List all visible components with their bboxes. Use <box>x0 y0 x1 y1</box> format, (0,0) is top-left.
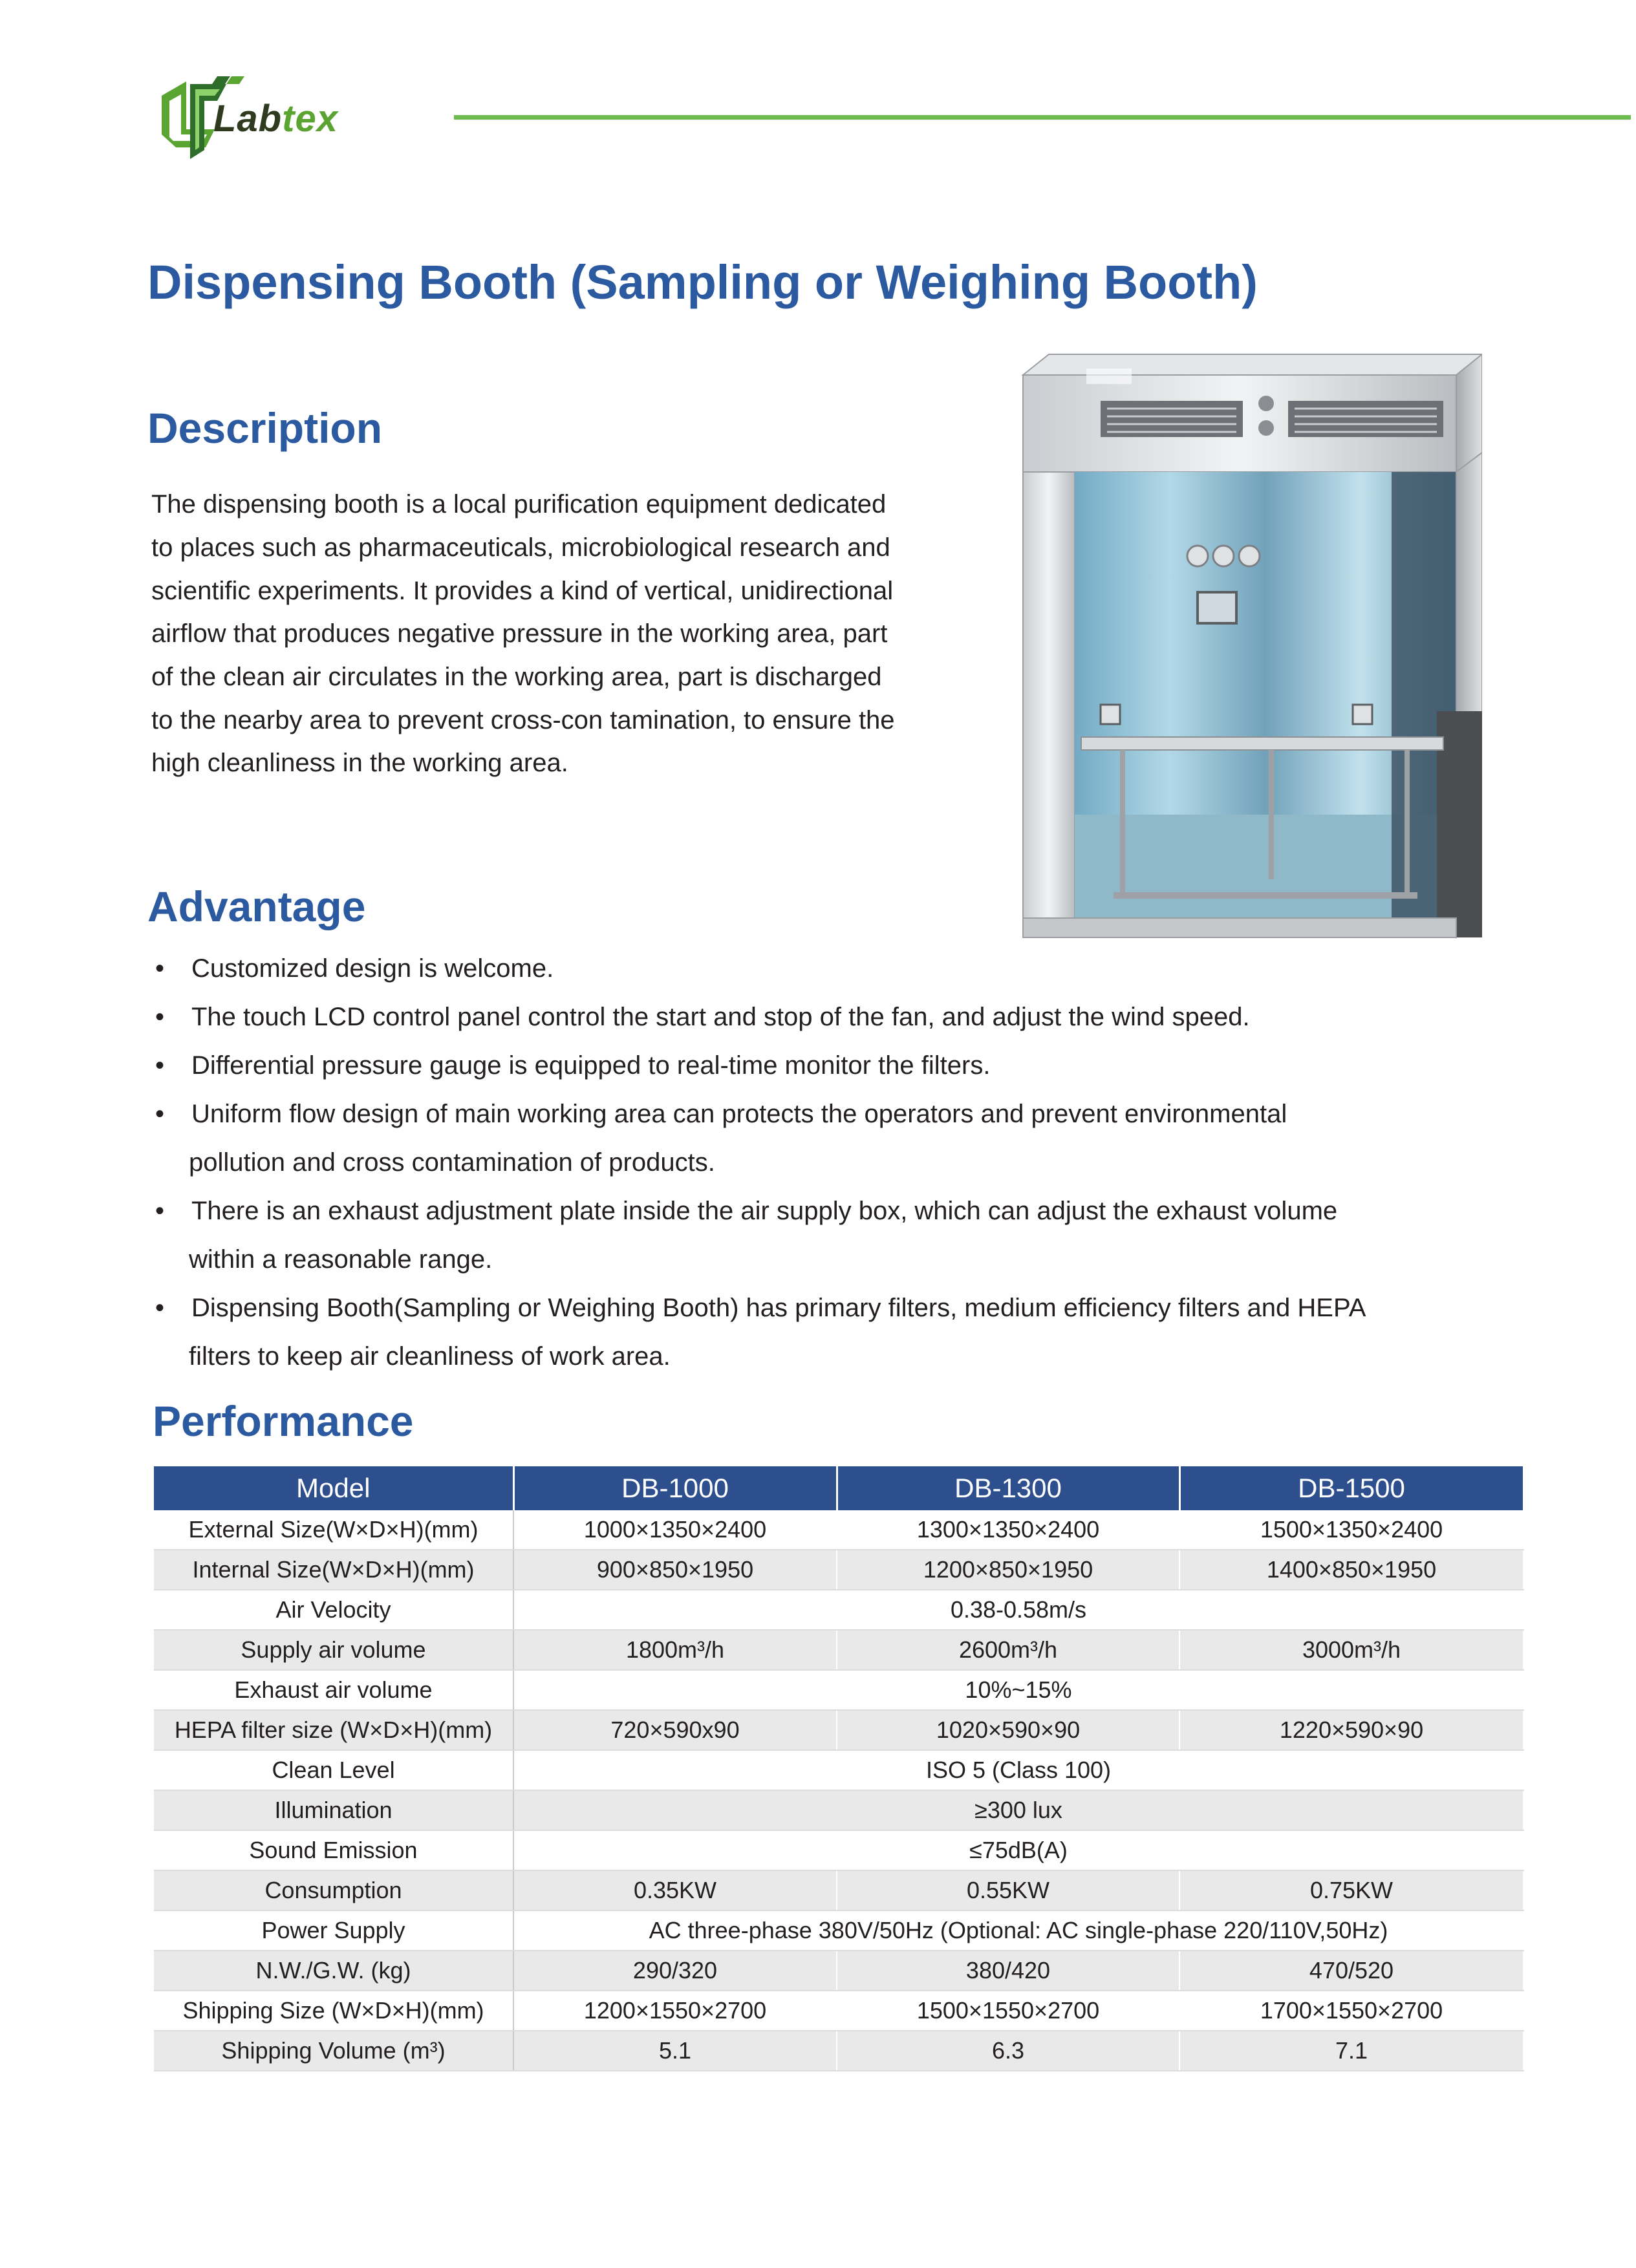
bullet: • <box>155 954 165 983</box>
table-cell-merged: AC three-phase 380V/50Hz (Optional: AC single-phase 220/110V,50Hz) <box>513 1910 1523 1951</box>
table-cell: 7.1 <box>1179 2031 1523 2071</box>
page-title: Dispensing Booth (Sampling or Weighing Booth) <box>147 255 1258 309</box>
table-cell: 0.75KW <box>1179 1870 1523 1910</box>
description-line: to places such as pharmaceuticals, microbiological research and <box>151 533 890 562</box>
row-label: Clean Level <box>154 1750 513 1790</box>
row-label: Shipping Size (W×D×H)(mm) <box>154 1991 513 2031</box>
table-cell: 1400×850×1950 <box>1179 1550 1523 1590</box>
table-cell: 1300×1350×2400 <box>837 1510 1179 1550</box>
logo-text-accent: tex <box>282 98 338 140</box>
bullet: • <box>155 1294 165 1322</box>
dispensing-booth-image <box>1004 349 1482 976</box>
table-row <box>154 1951 1523 1991</box>
header-rule <box>454 115 1631 120</box>
table-row <box>154 1510 1523 1550</box>
row-label: HEPA filter size (W×D×H)(mm) <box>154 1710 513 1750</box>
table-cell: 1500×1350×2400 <box>1179 1510 1523 1550</box>
table-cell: 1700×1550×2700 <box>1179 1991 1523 2031</box>
table-row <box>154 1670 1523 1710</box>
table-cell-merged: 0.38-0.58m/s <box>513 1590 1523 1630</box>
row-label: Shipping Volume (m³) <box>154 2031 513 2071</box>
advantage-item: Uniform flow design of main working area can protects the operators and prevent environmental <box>191 1100 1287 1128</box>
table-cell: 720×590x90 <box>513 1710 837 1750</box>
column-header: DB-1300 <box>837 1466 1179 1510</box>
row-label: Supply air volume <box>154 1630 513 1670</box>
table-cell: 1220×590×90 <box>1179 1710 1523 1750</box>
advantage-item: Customized design is welcome. <box>191 954 554 983</box>
performance-heading: Performance <box>153 1397 414 1445</box>
row-label: Exhaust air volume <box>154 1670 513 1710</box>
table-row <box>154 1991 1523 2031</box>
table-cell: 1020×590×90 <box>837 1710 1179 1750</box>
table-cell: 1200×850×1950 <box>837 1550 1179 1590</box>
table-cell: 290/320 <box>513 1951 837 1991</box>
row-label: Internal Size(W×D×H)(mm) <box>154 1550 513 1590</box>
column-header: DB-1500 <box>1179 1466 1523 1510</box>
table-cell: 470/520 <box>1179 1951 1523 1991</box>
table-cell: 1500×1550×2700 <box>837 1991 1179 2031</box>
table-row <box>154 1550 1523 1590</box>
performance-table <box>154 1466 1525 2071</box>
table-row <box>154 1710 1523 1750</box>
table-cell: 0.55KW <box>837 1870 1179 1910</box>
description-line: scientific experiments. It provides a kind of vertical, unidirectional <box>151 577 894 605</box>
row-label: Power Supply <box>154 1910 513 1951</box>
advantage-item: The touch LCD control panel control the start and stop of the fan, and adjust the wind speed. <box>191 1003 1250 1031</box>
table-header-row <box>154 1466 1523 1510</box>
row-label: Air Velocity <box>154 1590 513 1630</box>
table-cell: 1000×1350×2400 <box>513 1510 837 1550</box>
table-row <box>154 1870 1523 1910</box>
bullet: • <box>155 1100 165 1128</box>
description-line: high cleanliness in the working area. <box>151 749 568 777</box>
table-row <box>154 1910 1523 1951</box>
bullet: • <box>155 1051 165 1080</box>
table-row <box>154 1830 1523 1870</box>
table-cell: 5.1 <box>513 2031 837 2071</box>
table-cell: 6.3 <box>837 2031 1179 2071</box>
logo-text-main: Lab <box>213 98 283 140</box>
table-cell: 2600m³/h <box>837 1630 1179 1670</box>
advantage-item: Differential pressure gauge is equipped to real-time monitor the filters. <box>191 1051 991 1080</box>
table-cell-merged: ≤75dB(A) <box>513 1830 1523 1870</box>
table-row <box>154 1750 1523 1790</box>
table-cell: 1200×1550×2700 <box>513 1991 837 2031</box>
description-line: of the clean air circulates in the working area, part is discharged <box>151 663 882 691</box>
column-header: Model <box>154 1466 513 1510</box>
table-cell-merged: ≥300 lux <box>513 1790 1523 1830</box>
table-cell-merged: 10%~15% <box>513 1670 1523 1710</box>
table-cell: 3000m³/h <box>1179 1630 1523 1670</box>
bullet: • <box>155 1003 165 1031</box>
table-row <box>154 1790 1523 1830</box>
table-cell: 0.35KW <box>513 1870 837 1910</box>
description-line: airflow that produces negative pressure in the working area, part <box>151 619 888 648</box>
row-label: Sound Emission <box>154 1830 513 1870</box>
table-cell: 1800m³/h <box>513 1630 837 1670</box>
advantage-item: There is an exhaust adjustment plate inside the air supply box, which can adjust the exhaust volume <box>191 1197 1338 1225</box>
advantage-item-continued: within a reasonable range. <box>189 1245 493 1274</box>
advantage-item-continued: pollution and cross contamination of products. <box>189 1148 715 1177</box>
table-row <box>154 1590 1523 1630</box>
advantage-item: Dispensing Booth(Sampling or Weighing Booth) has primary filters, medium efficiency filters and HEPA <box>191 1294 1366 1322</box>
row-label: Illumination <box>154 1790 513 1830</box>
table-cell-merged: ISO 5 (Class 100) <box>513 1750 1523 1790</box>
description-line: The dispensing booth is a local purification equipment dedicated <box>151 490 887 519</box>
table-row <box>154 2031 1523 2071</box>
table-cell: 900×850×1950 <box>513 1550 837 1590</box>
row-label: Consumption <box>154 1870 513 1910</box>
row-label: External Size(W×D×H)(mm) <box>154 1510 513 1550</box>
column-header: DB-1000 <box>513 1466 837 1510</box>
table-cell: 380/420 <box>837 1951 1179 1991</box>
table-row <box>154 1630 1523 1670</box>
description-heading: Description <box>147 404 383 452</box>
description-line: to the nearby area to prevent cross-con tamination, to ensure the <box>151 706 895 734</box>
logo-wordmark <box>213 97 338 140</box>
advantage-heading: Advantage <box>147 883 366 930</box>
advantage-item-continued: filters to keep air cleanliness of work area. <box>189 1342 671 1371</box>
bullet: • <box>155 1197 165 1225</box>
row-label: N.W./G.W. (kg) <box>154 1951 513 1991</box>
